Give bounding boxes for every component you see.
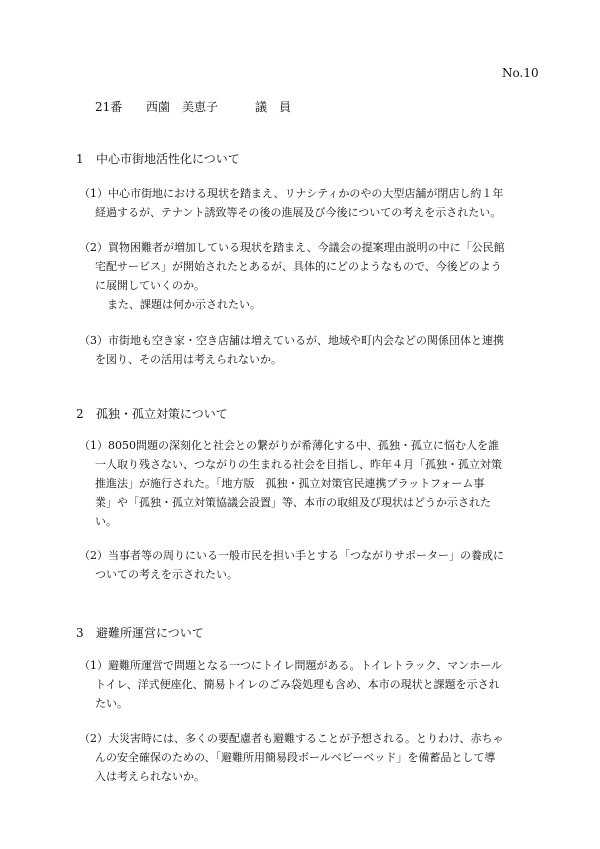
question-item xyxy=(79,238,549,314)
question-line: また、課題は何か示されたい。 xyxy=(107,298,261,311)
question-line: に展開していくのか。 xyxy=(95,279,205,292)
question-line: （3）市街地も空き家・空き店舗は増えているが、地域や町内会などの関係団体と連携 xyxy=(79,334,504,347)
item-label: （2） xyxy=(79,732,108,745)
item-label: （1） xyxy=(79,439,108,452)
question-item xyxy=(79,546,549,584)
page-number: No.10 xyxy=(502,66,539,80)
member-title: 議 員 xyxy=(255,100,292,114)
question-line: たい。 xyxy=(95,697,128,710)
item-label: （3） xyxy=(79,334,108,347)
section-heading xyxy=(76,405,228,422)
question-line: 入は考えられないか。 xyxy=(95,770,205,783)
question-line: い。 xyxy=(95,515,117,528)
question-line: トイレ、洋式便座化、簡易トイレのごみ袋処理も含め、本市の現状と課題を示され xyxy=(95,678,500,691)
question-line: 一人取り残さない、つながりの生まれる社会を目指し、昨年４月「孤独・孤立対策 xyxy=(95,458,502,471)
question-item xyxy=(79,331,549,369)
question-item xyxy=(79,436,549,531)
section-title: 避難所運営について xyxy=(96,626,204,640)
question-line: 業」や「孤独・孤立対策協議会設置」等、本市の取組及び現状はどうか示された xyxy=(95,496,491,509)
question-line: （2）大災害時には、多くの要配慮者も避難することが予想される。とりわけ、赤ちゃ xyxy=(79,732,504,745)
question-line: （2）当事者等の周りにいる一般市民を担い手とする「つながりサポーター」の養成に xyxy=(79,549,504,562)
question-line: （2）買物困難者が増加している現状を踏まえ、今議会の提案理由説明の中に「公民館 xyxy=(79,241,505,254)
question-line: （1）中心市街地における現状を踏まえ、リナシティかのやの大型店舗が閉店し約１年 xyxy=(79,187,504,200)
question-item xyxy=(79,729,549,786)
section-number: 2 xyxy=(76,407,84,421)
question-line: （1）8050問題の深刻化と社会との繋がりが希薄化する中、孤独・孤立に悩む人を誰 xyxy=(79,439,499,452)
section-heading xyxy=(76,150,240,167)
item-label: （1） xyxy=(79,187,108,200)
question-line: ついての考えを示されたい。 xyxy=(95,568,238,581)
member-number: 21番 xyxy=(95,100,123,114)
section-number: 3 xyxy=(76,626,84,640)
section-heading xyxy=(76,624,204,641)
item-label: （2） xyxy=(79,549,108,562)
item-label: （2） xyxy=(79,241,108,254)
item-label: （1） xyxy=(79,659,108,672)
section-title: 中心市街地活性化について xyxy=(96,152,240,166)
member-name: 西薗 美恵子 xyxy=(146,100,219,114)
question-line: を図り、その活用は考えられないか。 xyxy=(95,353,282,366)
question-line: （1）避難所運営で問題となる一つにトイレ問題がある。トイレトラック、マンホール xyxy=(79,659,503,672)
question-line: 宅配サービス」が開始されたとあるが、具体的にどのようなもので、今後どのよう xyxy=(95,260,502,273)
question-line: 経過するが、テナント誘致等その後の進展及び今後についての考えを示されたい。 xyxy=(95,206,502,219)
question-item xyxy=(79,184,549,222)
section-number: 1 xyxy=(76,152,84,166)
section-title: 孤独・孤立対策について xyxy=(96,407,228,421)
question-line: 推進法」が施行された。「地方版 孤独・孤立対策官民連携プラットフォーム事 xyxy=(95,477,485,490)
question-item xyxy=(79,656,549,713)
question-line: んの安全確保のための、「避難所用簡易段ボールベビーベッド」を備蓄品として導 xyxy=(95,751,496,764)
